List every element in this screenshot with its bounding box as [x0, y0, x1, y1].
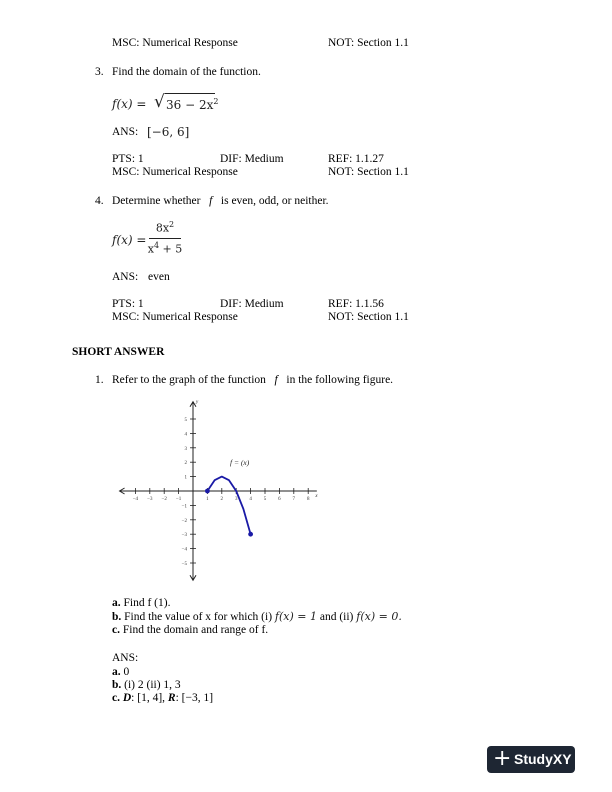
q3-prompt: Find the domain of the function.	[112, 66, 261, 78]
q4-number: 4.	[95, 195, 104, 207]
q4-ans-label: ANS:	[112, 271, 139, 283]
q4-ref: REF: 1.1.56	[328, 298, 384, 310]
q3-ref: REF: 1.1.27	[328, 153, 384, 165]
q4-numerator: $8x^2$	[155, 220, 175, 235]
studyxy-badge[interactable]	[487, 746, 575, 773]
q3-fx: f(x) =	[112, 97, 147, 111]
q3-dif: DIF: Medium	[220, 153, 284, 165]
q2-not: NOT: Section 1.1	[328, 37, 409, 49]
x-axis-label: x	[315, 494, 318, 499]
part-b: b. Find the value of x for which (i) f(x) = 1 and (ii) f(x) = 0.	[112, 610, 402, 623]
q3-number: 3.	[95, 66, 104, 78]
part-c: c. Find the domain and range of f.	[112, 624, 269, 636]
function-curve	[207, 477, 250, 535]
q4-msc: MSC: Numerical Response	[112, 311, 238, 323]
sa1-prompt: Refer to the graph of the function f in the following figure.	[112, 374, 394, 386]
ans-a: a. 0	[112, 666, 130, 678]
q4-dif: DIF: Medium	[220, 298, 284, 310]
ans-b: b. (i) 2 (ii) 1, 3	[112, 679, 181, 691]
y-tick-label: −1	[181, 504, 187, 510]
y-tick-label: −5	[181, 562, 187, 567]
endpoint-start	[205, 489, 210, 494]
y-axis-label: y	[196, 400, 199, 406]
q3-not: NOT: Section 1.1	[328, 166, 409, 178]
q3-msc: MSC: Numerical Response	[112, 166, 238, 178]
x-tick-label: −4	[132, 497, 139, 502]
plus-icon: +	[493, 746, 512, 771]
y-tick-label: 1	[184, 475, 187, 481]
x-tick-label: −1	[175, 497, 182, 502]
y-tick-label: −3	[181, 533, 187, 539]
sa1-number: 1.	[95, 374, 104, 386]
x-tick-label: 8	[306, 497, 310, 502]
x-tick-label: 4	[249, 497, 252, 502]
y-tick-label: −4	[181, 547, 187, 553]
q2-msc: MSC: Numerical Response	[112, 37, 238, 49]
x-tick-label: −2	[161, 497, 167, 502]
q4-fraction-bar	[149, 238, 181, 239]
x-tick-label: 1	[206, 497, 209, 502]
q3-sqrt-bar	[165, 93, 215, 94]
y-tick-label: 5	[184, 418, 187, 423]
curve-label: f = (x)	[230, 458, 250, 467]
q4-denominator: $x^4 + 5$	[147, 241, 183, 256]
function-graph	[110, 397, 318, 587]
x-tick-label: 6	[278, 497, 281, 502]
y-tick-label: 2	[184, 461, 187, 467]
q3-sqrt-sign: √	[154, 92, 165, 112]
q3-pts: PTS: 1	[112, 153, 144, 165]
part-a: a. Find f (1).	[112, 597, 171, 609]
q4-fx: f(x) =	[112, 233, 147, 247]
x-tick-label: 5	[263, 497, 267, 502]
x-tick-label: 7	[292, 497, 296, 502]
x-tick-label: 2	[220, 497, 224, 502]
q3-radicand: $36 - 2x^2$	[166, 97, 219, 112]
badge-text: StudyXY	[514, 751, 572, 767]
ans-c: c. D: [1, 4], R: [−3, 1]	[112, 692, 214, 704]
x-tick-label: 3	[234, 497, 238, 502]
y-tick-label: 4	[184, 432, 187, 438]
x-tick-label: −3	[147, 497, 153, 502]
section-heading: SHORT ANSWER	[72, 346, 165, 358]
q4-prompt: Determine whether f is even, odd, or neither.	[112, 195, 329, 207]
endpoint-end	[248, 532, 253, 537]
y-tick-label: 3	[184, 446, 187, 452]
sa1-ans-label: ANS:	[112, 652, 139, 664]
q3-ans-value: [−6, 6]	[147, 125, 190, 139]
q4-pts: PTS: 1	[112, 298, 144, 310]
y-tick-label: −2	[181, 518, 187, 524]
q4-not: NOT: Section 1.1	[328, 311, 409, 323]
q4-ans-value: even	[148, 271, 170, 283]
q3-ans-label: ANS:	[112, 126, 139, 138]
